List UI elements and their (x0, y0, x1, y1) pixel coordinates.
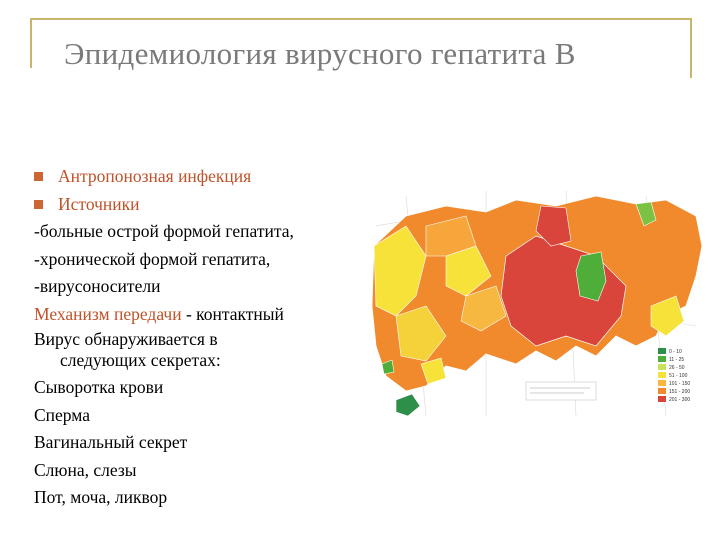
source-line-1: -больные острой формой гепатита, (34, 221, 294, 241)
legend-label-1: 0 - 10 (669, 349, 682, 355)
slide-content (34, 163, 374, 512)
secretion-item-3: Вагинальный секрет (34, 432, 188, 452)
legend-label-6: 151 - 200 (669, 389, 691, 395)
source-line-3: -вирусоносители (34, 276, 161, 296)
legend-label-3: 26 - 50 (669, 365, 685, 371)
hepatitis-incidence-map (366, 186, 706, 424)
title-frame-top (30, 18, 692, 20)
virus-line-b: следующих секретах: (60, 350, 221, 370)
source-line-2: -хронической формой гепатита, (34, 248, 271, 269)
legend-label-2: 11 - 25 (669, 357, 685, 363)
bullet-item-2 (34, 191, 374, 219)
virus-line-a: Вирус обнаруживается в (34, 329, 218, 349)
square-bullet-icon (34, 200, 43, 209)
mechanism-label: Механизм передачи (34, 303, 182, 324)
secretion-item-1: Сыворотка крови (34, 377, 164, 397)
square-bullet-icon (34, 172, 43, 181)
mechanism-line (34, 301, 374, 329)
slide-title: Эпидемиология вирусного гепатита В (64, 36, 576, 71)
legend-label-5: 101 - 150 (669, 381, 691, 387)
secretion-item-5: Пот, моча, ликвор (34, 487, 168, 507)
bullet-item-1 (34, 163, 374, 191)
map-caption-box (526, 382, 596, 400)
legend-label-4: 51 - 100 (669, 373, 688, 379)
title-frame-right (690, 18, 692, 78)
bullet-text-2: Источники (58, 193, 140, 214)
secretion-item-2: Сперма (34, 404, 91, 425)
bullet-text-1: Антропонозная инфекция (58, 166, 252, 186)
legend-label-7: 201 - 300 (669, 397, 691, 403)
secretion-item-4: Слюна, слезы (34, 459, 137, 480)
title-frame-left (30, 18, 32, 68)
mechanism-value: - контактный (181, 303, 284, 324)
